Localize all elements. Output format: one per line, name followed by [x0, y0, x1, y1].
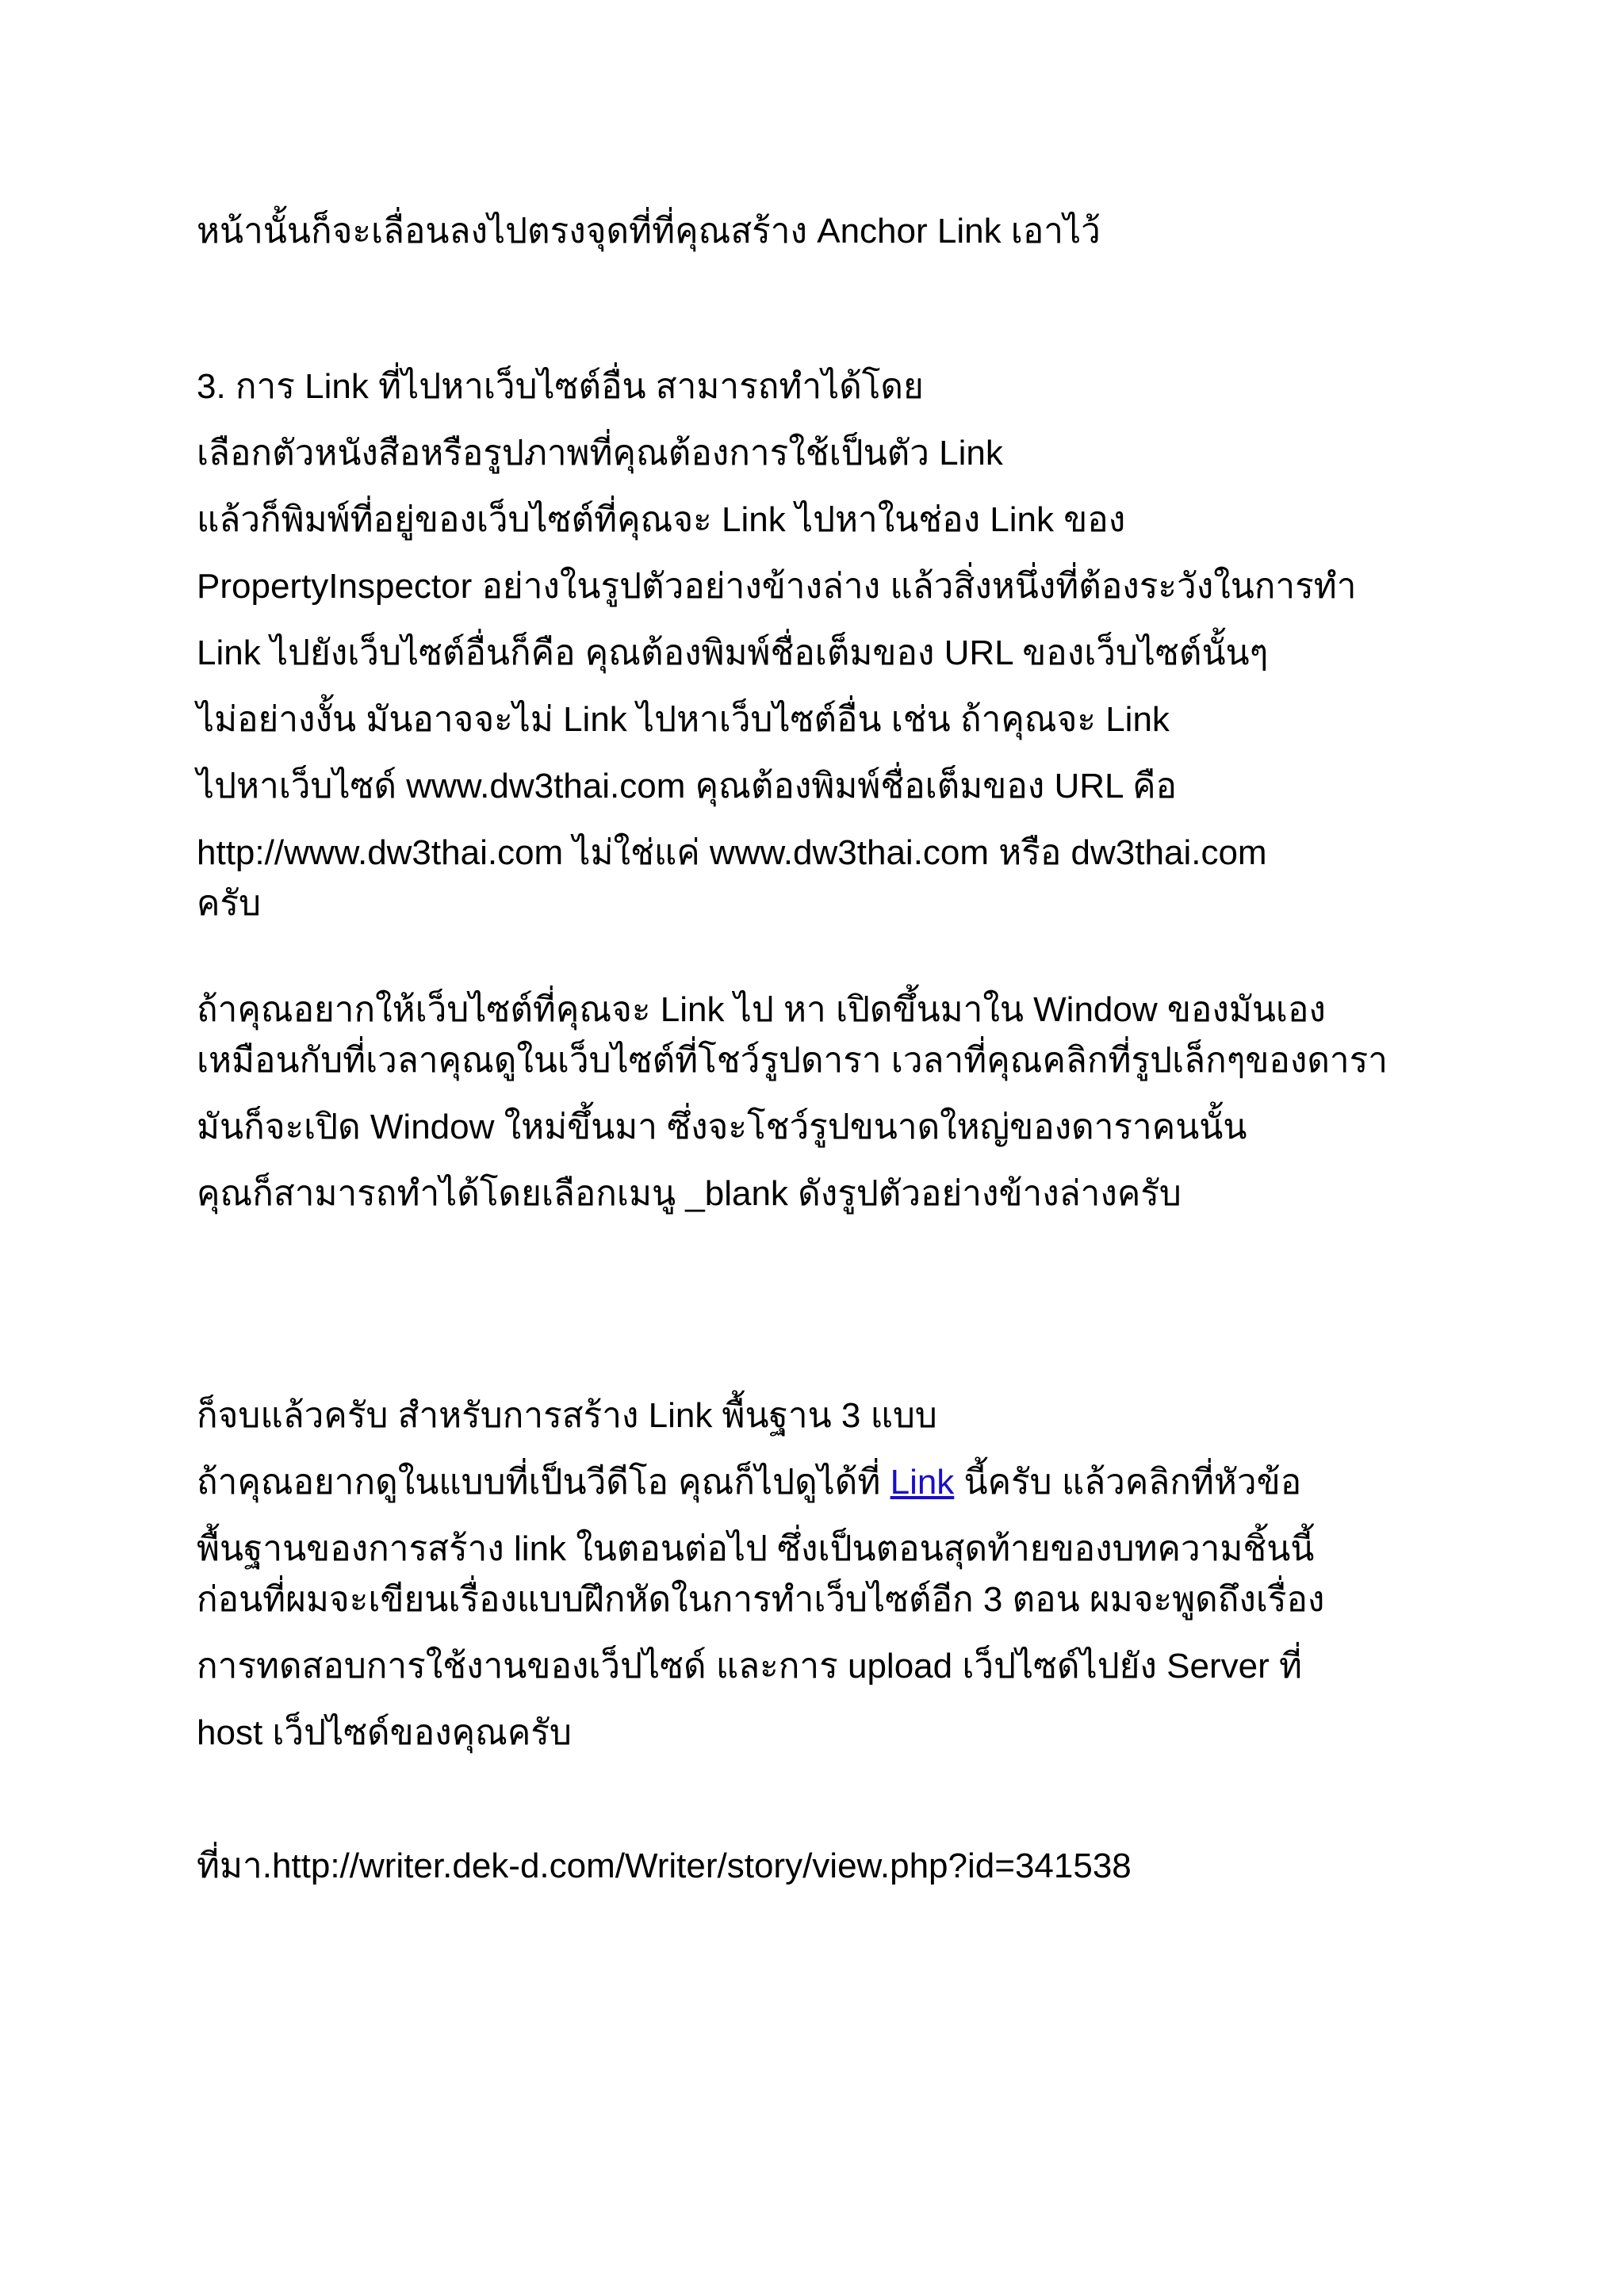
paragraph-line: หน้านั้นก็จะเลื่อนลงไปตรงจุดที่ที่คุณสร้าง Anchor Link เอาไว้	[197, 212, 1101, 251]
paragraph-line: พื้นฐานของการสร้าง link ในตอนต่อไป ซึ่งเป็นตอนสุดท้ายของบทความชิ้นนี้	[197, 1529, 1315, 1568]
paragraph-line: PropertyInspector อย่างในรูปตัวอย่างข้างล่าง แล้วสิ่งหนึ่งที่ต้องระวังในการทำ	[197, 567, 1357, 606]
paragraph-line: host เว็ปไซด์ของคุณครับ	[197, 1713, 572, 1752]
paragraph-line: เลือกตัวหนังสือหรือรูปภาพที่คุณต้องการใช้เป็นตัว Link	[197, 434, 1003, 473]
paragraph-line: การทดสอบการใช้งานของเว็ปไซด์ และการ upload เว็ปไซด์ไปยัง Server ที่	[197, 1647, 1302, 1686]
paragraph-line: เหมือนกับที่เวลาคุณดูในเว็บไซต์ที่โชว์รูปดารา เวลาที่คุณคลิกที่รูปเล็กๆของดารา	[197, 1041, 1388, 1080]
paragraph-line: ก่อนที่ผมจะเขียนเรื่องแบบฝึกหัดในการทำเว็บไซต์อีก 3 ตอน ผมจะพูดถึงเรื่อง	[197, 1580, 1325, 1619]
paragraph-line-with-link	[197, 1460, 1301, 1505]
paragraph-line: ไปหาเว็บไซด์ www.dw3thai.com คุณต้องพิมพ์ชื่อเต็มของ URL คือ	[197, 767, 1177, 806]
paragraph-line: ก็จบแล้วครับ สำหรับการสร้าง Link พื้นฐาน 3 แบบ	[197, 1396, 937, 1435]
paragraph-line: ครับ	[197, 884, 261, 923]
paragraph-line: มันก็จะเปิด Window ใหม่ขึ้นมา ซึ่งจะโชว์รูปขนาดใหญ่ของดาราคนนั้น	[197, 1108, 1247, 1146]
text-segment: ถ้าคุณอยากดูในแบบที่เป็นวีดีโอ คุณก็ไปดูได้ที่	[197, 1463, 891, 1502]
paragraph-line: ถ้าคุณอยากให้เว็บไซต์ที่คุณจะ Link ไป หา เปิดขึ้นมาใน Window ของมันเอง	[197, 990, 1326, 1029]
paragraph-line: http://www.dw3thai.com ไม่ใช่แค่ www.dw3thai.com หรือ dw3thai.com	[197, 833, 1267, 872]
paragraph-line: คุณก็สามารถทำได้โดยเลือกเมนู _blank ดังรูปตัวอย่างข้างล่างครับ	[197, 1174, 1182, 1213]
paragraph-line: 3. การ Link ที่ไปหาเว็บไซต์อื่น สามารถทำได้โดย	[197, 367, 924, 406]
paragraph-line: Link ไปยังเว็บไซต์อื่นก็คือ คุณต้องพิมพ์ชื่อเต็มของ URL ของเว็บไซต์นั้นๆ	[197, 633, 1269, 672]
text-segment: นี้ครับ แล้วคลิกที่หัวข้อ	[954, 1463, 1302, 1502]
paragraph-line: ไม่อย่างงั้น มันอาจจะไม่ Link ไปหาเว็บไซต์อื่น เช่น ถ้าคุณจะ Link	[197, 700, 1170, 739]
paragraph-line: แล้วก็พิมพ์ที่อยู่ของเว็บไซต์ที่คุณจะ Link ไปหาในช่อง Link ของ	[197, 500, 1126, 539]
video-link[interactable]: Link	[890, 1463, 955, 1502]
source-line: ที่มา.http://writer.dek-d.com/Writer/story/view.php?id=341538	[197, 1846, 1132, 1885]
